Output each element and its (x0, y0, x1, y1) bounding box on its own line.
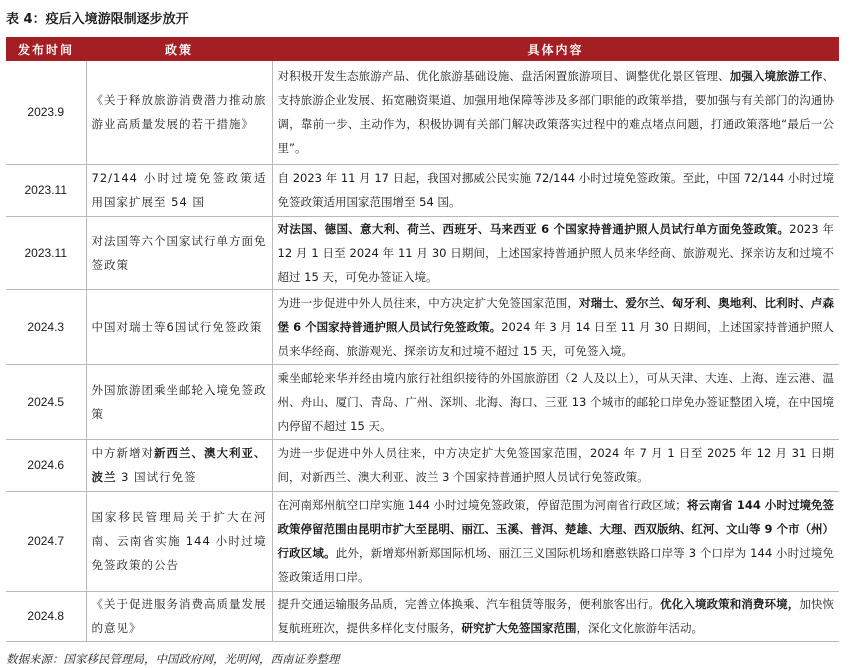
text-run: 在河南郑州航空口岸实施 144 小时过境免签政策，停留范围为河南省行政区域； (277, 498, 687, 512)
text-run: 提升交通运输服务品质，完善立体换乘、汽车租赁等服务，便利旅客出行。 (277, 597, 661, 611)
row-date: 2024.7 (6, 491, 86, 591)
text-run: 新西兰、澳大利亚、波兰 (91, 446, 267, 484)
text-run: 为进一步促进中外人员往来，中方决定扩大免签国家范围， (277, 295, 579, 310)
table-row (6, 439, 839, 491)
row-content (272, 289, 839, 364)
header-policy: 政策 (86, 37, 272, 61)
text-run: 3 国试行免签 (116, 470, 197, 484)
text-run: 乘坐邮轮来华并经由境内旅行社组织接待的外国旅游团（2 人及以上），可从天津、大连、上海、连云港、温州、舟山、厦门、青岛、广州、深圳、北海、海口、三亚 13 个城市的邮轮口岸免办签证整团入境，在中国境内停留不超过 15 天。 (277, 370, 834, 433)
row-policy: 外国旅游团乘坐邮轮入境免签政策 (86, 364, 272, 439)
row-date: 2023.11 (6, 216, 86, 289)
source-note: 数据来源：国家移民管理局，中国政府网，光明网，西南证券整理 (6, 652, 340, 666)
table-body (6, 61, 839, 641)
text-run: 对法国、德国、意大利、荷兰、西班牙、马来西亚 6 个国家持普通护照人员试行单方面免签政策。 (277, 221, 790, 236)
row-date: 2024.3 (6, 289, 86, 364)
row-policy: 72/144 小时过境免签政策适用国家扩展至 54 国 (86, 164, 272, 216)
text-run: 为进一步促进中外人员往来，中方决定扩大免签国家范围，2024 年 7 月 1 日至 2025 年 12 月 31 日期间，对新西兰、澳大利亚、波兰 3 个国家持普通护照人员试行免签政策。 (277, 446, 834, 484)
row-content (272, 61, 839, 164)
policy-table (6, 37, 839, 642)
row-content (272, 216, 839, 289)
header-date: 发布时间 (6, 37, 86, 61)
row-date: 2024.6 (6, 439, 86, 491)
text-run: 加快恢复航班班次，提供多样化支付服务， (277, 597, 835, 635)
text-run: ，深化文化旅游年活动。 (576, 621, 703, 635)
table-header-row (6, 37, 839, 61)
table-row (6, 591, 839, 641)
row-content (272, 591, 839, 641)
text-run: 将云南省 144 小时过境免签政策停留范围由昆明市扩大至昆明、丽江、玉溪、普洱、楚雄、大理、西双版纳、红河、文山等 9 个市（州）行政区域。 (277, 498, 835, 560)
row-policy (86, 439, 272, 491)
row-policy: 《关于促进服务消费高质量发展的意见》 (86, 591, 272, 641)
text-run: 2024 年 3 月 14 日至 11 月 30 日期间，上述国家持普通护照人员来华经商、旅游观光、探亲访友和过境不超过 15 天，可免签入境。 (277, 319, 834, 358)
row-content (272, 491, 839, 591)
text-run: 2023 年 12 月 1 日至 2024 年 11 月 30 日期间，上述国家持普通护照人员来华经商、旅游观光、探亲访友和过境不超过 15 天，可免办签证入境。 (277, 221, 834, 284)
text-run: 对积极开发生态旅游产品、优化旅游基础设施、盘活闲置旅游项目、调整优化景区管理、 (277, 69, 730, 84)
text-run: 优化入境政策和消费环境， (660, 597, 800, 611)
row-date: 2024.5 (6, 364, 86, 439)
row-date: 2023.9 (6, 61, 86, 164)
text-run: 对瑞士、爱尔兰、匈牙利、奥地利、比利时、卢森堡 6 个国家持普通护照人员试行免签政策。 (277, 295, 835, 334)
table-row (6, 364, 839, 439)
row-date: 2024.8 (6, 591, 86, 641)
table-title: 表 4：疫后入境游限制逐步放开 (6, 12, 189, 27)
text-run: 研究扩大免签国家范围 (461, 621, 577, 635)
row-date: 2023.11 (6, 164, 86, 216)
row-policy: 《关于释放旅游消费潜力推动旅游业高质量发展的若干措施》 (86, 61, 272, 164)
text-run: 中方新增对 (91, 446, 154, 460)
table-row (6, 164, 839, 216)
text-run: 此外，新增郑州新郑国际机场、丽江三义国际机场和磨憨铁路口岸等 3 个口岸为 144 小时过境免签政策适用口岸。 (277, 546, 834, 584)
row-policy: 中国对瑞士等6国试行免签政策 (86, 289, 272, 364)
text-run: 自 2023 年 11 月 17 日起，我国对挪威公民实施 72/144 小时过境免签政策。至此，中国 72/144 小时过境免签政策适用国家范围增至 54 国。 (277, 171, 834, 209)
row-content (272, 164, 839, 216)
header-content: 具体内容 (272, 37, 839, 61)
text-run: 、支持旅游企业发展、拓宽融资渠道、加强用地保障等涉及多部门职能的政策举措，要加强与有关部门的沟通协调，靠前一步、主动作为，积极协调有关部门解决政策落实过程中的难点堵点问题，打通政策落地“最后一公里”。 (277, 69, 834, 156)
row-policy: 对法国等六个国家试行单方面免签政策 (86, 216, 272, 289)
row-content (272, 364, 839, 439)
text-run: 加强入境旅游工作 (729, 69, 823, 84)
row-content (272, 439, 839, 491)
table-row (6, 491, 839, 591)
table-row (6, 289, 839, 364)
row-policy: 国家移民管理局关于扩大在河南、云南省实施 144 小时过境免签政策的公告 (86, 491, 272, 591)
table-row (6, 61, 839, 164)
table-row (6, 216, 839, 289)
